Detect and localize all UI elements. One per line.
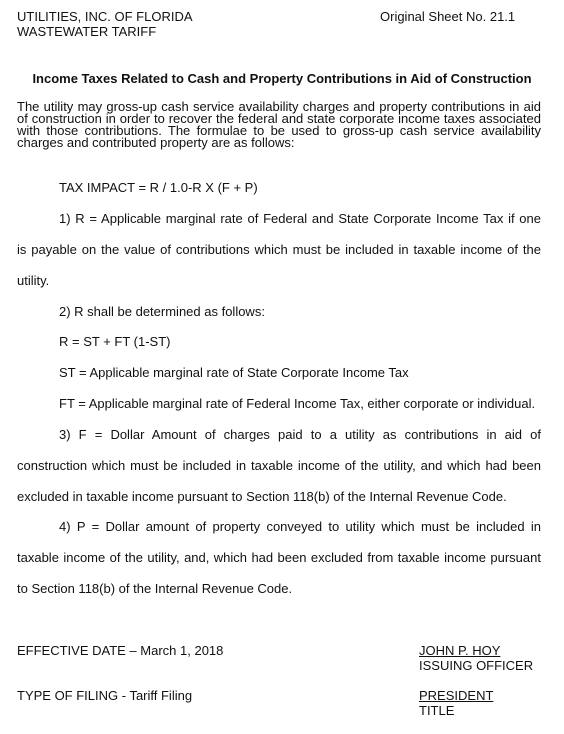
officer-label: ISSUING OFFICER bbox=[419, 658, 534, 673]
item2-st: ST = Applicable marginal rate of State Corporate Income Tax bbox=[59, 365, 409, 380]
document-title: Income Taxes Related to Cash and Property Contributions in Aid of Construction bbox=[32, 71, 532, 86]
item4-line2: taxable income of the utility, and, which had been excluded from taxable income pursuant bbox=[17, 550, 541, 565]
item3-line2: construction which must be included in taxable income of the utility, and which had been bbox=[17, 458, 541, 473]
item3-line1: 3) F = Dollar Amount of charges paid to a utility as contributions in aid of bbox=[59, 427, 541, 442]
item2-ft: FT = Applicable marginal rate of Federal Income Tax, either corporate or individual. bbox=[59, 396, 536, 411]
item3-line3: excluded in taxable income pursuant to Section 118(b) of the Internal Revenue Code. bbox=[17, 489, 507, 504]
effective-date: EFFECTIVE DATE – March 1, 2018 bbox=[17, 643, 224, 658]
tariff-name: WASTEWATER TARIFF bbox=[17, 24, 157, 39]
item1-line2: is payable on the value of contributions which must be included in taxable income of the bbox=[17, 242, 541, 257]
item2-formula: R = ST + FT (1-ST) bbox=[59, 334, 171, 349]
item2-line1: 2) R shall be determined as follows: bbox=[59, 304, 265, 319]
title-label: TITLE bbox=[419, 703, 455, 718]
item1-line3: utility. bbox=[17, 273, 50, 288]
item1-line1: 1) R = Applicable marginal rate of Federal and State Corporate Income Tax if one bbox=[59, 211, 541, 226]
header-left bbox=[17, 9, 193, 39]
sheet-number: Original Sheet No. 21.1 bbox=[380, 9, 516, 24]
type-of-filing: TYPE OF FILING - Tariff Filing bbox=[17, 688, 193, 703]
intro-paragraph: The utility may gross-up cash service availability charges and property contributions in aid of construction in order to recover the federal and state corporate income taxes associated with those contributions. The formulae to be used to gross-up cash service availability charges and contributed property are as follows: bbox=[17, 99, 541, 150]
tax-impact-formula: TAX IMPACT = R / 1.0-R X (F + P) bbox=[59, 180, 258, 195]
item4-line1: 4) P = Dollar amount of property conveyed to utility which must be included in bbox=[59, 519, 541, 534]
title-block bbox=[419, 688, 493, 718]
title-value: PRESIDENT bbox=[419, 688, 494, 703]
issuing-officer-block bbox=[419, 643, 533, 673]
company-name: UTILITIES, INC. OF FLORIDA bbox=[17, 9, 193, 24]
item4-line3: to Section 118(b) of the Internal Revenue Code. bbox=[17, 581, 293, 596]
officer-name: JOHN P. HOY bbox=[419, 643, 501, 658]
